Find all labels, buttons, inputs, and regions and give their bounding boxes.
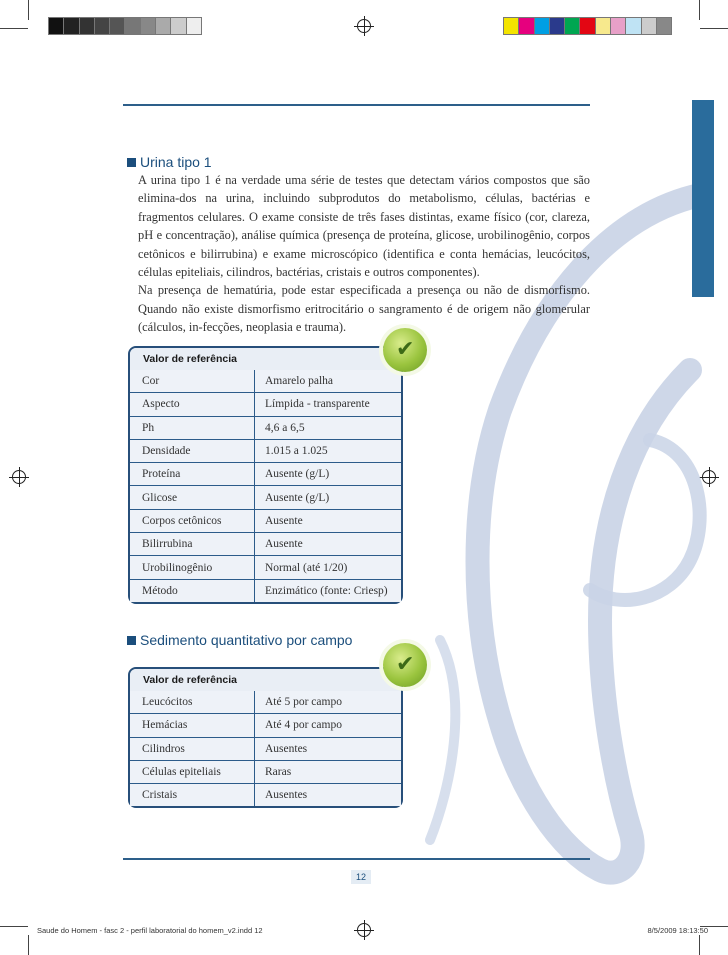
table-row [130, 784, 401, 806]
table-row [130, 393, 401, 416]
section-heading-text: Sedimento quantitativo por campo [140, 632, 353, 648]
table-row [130, 761, 401, 784]
table-row [130, 510, 401, 533]
table-row [130, 417, 401, 440]
table-row [130, 440, 401, 463]
row-value: Ausentes [265, 789, 308, 802]
checkmark-badge-icon: ✔ [383, 643, 427, 687]
row-label: Aspecto [130, 393, 255, 415]
table-row [130, 714, 401, 737]
table-row [130, 486, 401, 509]
bullet-square-icon [127, 158, 136, 167]
row-label: Ph [130, 417, 255, 439]
row-label: Bilirrubina [130, 533, 255, 555]
header-rule [123, 104, 590, 106]
row-value: Normal (até 1/20) [265, 561, 348, 574]
row-label: Densidade [130, 440, 255, 462]
row-label: Cristais [130, 784, 255, 806]
table-row [130, 556, 401, 579]
section-heading [127, 632, 352, 648]
row-value: 1.015 a 1.025 [265, 445, 328, 458]
checkmark-badge-icon: ✔ [383, 328, 427, 372]
table-row [130, 691, 401, 714]
table-row [130, 738, 401, 761]
table-row [130, 370, 401, 393]
row-value: Amarelo palha [265, 375, 334, 388]
row-value: Enzimático (fonte: Criesp) [265, 584, 388, 597]
row-label: Hemácias [130, 714, 255, 736]
reference-table [128, 346, 403, 604]
row-label: Células epiteliais [130, 761, 255, 783]
row-value: Ausentes [265, 742, 308, 755]
paragraph: A urina tipo 1 é na verdade uma série de testes que detectam vários compostos que são elimina-dos na urina, incluindo subprodutos do metabolismo, células, bactérias e fragmentos celulares. O exame consiste de três fases distintas, exame físico (cor, clareza, pH e concentração), análise química (presença de proteína, glicose, urobilinogênio, corpos cetônicos e bilirrubina) e exame microscópico (identifica e conta hemácias, leucócitos, células epiteliais, cilindros, bactérias, cristais e outros componentes). [138, 173, 590, 280]
section-heading [127, 154, 212, 170]
table-row [130, 463, 401, 486]
paragraph: Na presença de hematúria, pode estar especificada a presença ou não de dismorfismo. Quando não existe dismorfismo eritrocitário o sangramento é de origem não glomerular (cálculos, in-fecções, neoplasia e trauma). [138, 283, 590, 335]
table-body [130, 691, 401, 806]
table-title: Valor de referência [130, 669, 401, 691]
table-row [130, 533, 401, 556]
table-title: Valor de referência [130, 348, 401, 370]
row-value: Ausente [265, 514, 303, 527]
row-value: Ausente [265, 538, 303, 551]
bullet-square-icon [127, 636, 136, 645]
row-label: Proteína [130, 463, 255, 485]
row-label: Corpos cetônicos [130, 510, 255, 532]
row-label: Cor [130, 370, 255, 392]
row-label: Leucócitos [130, 691, 255, 713]
row-value: Até 4 por campo [265, 719, 342, 732]
row-value: Límpida - transparente [265, 398, 370, 411]
table-row [130, 580, 401, 602]
row-value: Até 5 por campo [265, 696, 342, 709]
slug-file-info: Saude do Homem - fasc 2 - perfil laboratorial do homem_v2.indd 12 [37, 926, 263, 935]
body-text [138, 171, 590, 337]
reference-table [128, 667, 403, 808]
row-value: Raras [265, 766, 292, 779]
row-value: Ausente (g/L) [265, 491, 330, 504]
row-label: Método [130, 580, 255, 602]
table-body [130, 370, 401, 602]
row-value: Ausente (g/L) [265, 468, 330, 481]
row-label: Glicose [130, 486, 255, 508]
section-heading-text: Urina tipo 1 [140, 154, 212, 170]
row-label: Cilindros [130, 738, 255, 760]
row-value: 4,6 a 6,5 [265, 421, 305, 434]
page-number: 12 [351, 870, 371, 884]
footer-rule [123, 858, 590, 860]
row-label: Urobilinogênio [130, 556, 255, 578]
chapter-tab [692, 100, 714, 297]
slug-date: 8/5/2009 18:13:50 [647, 926, 708, 935]
